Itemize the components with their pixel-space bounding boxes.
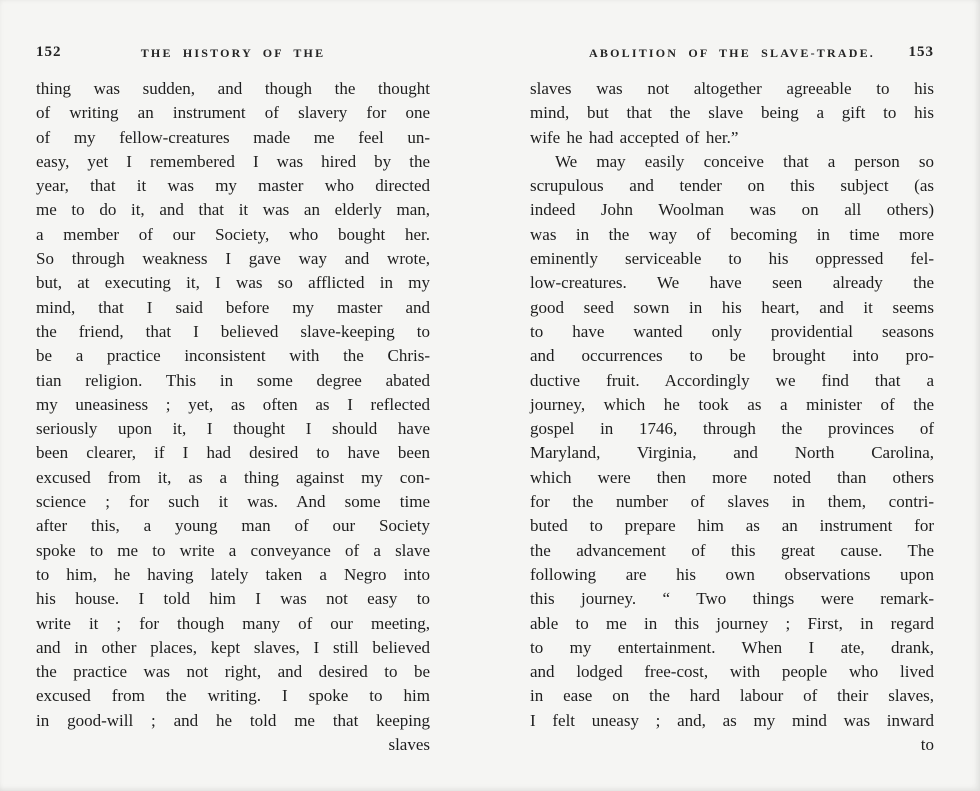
text-line: science ; for such it was. And some time	[36, 492, 430, 512]
text-line: gospel in 1746, through the provinces of	[530, 419, 934, 439]
right-page-header	[530, 44, 934, 62]
right-running-title: ABOLITION OF THE SLAVE-TRADE.	[589, 46, 875, 60]
text-line: slaves was not altogether agreeable to his	[530, 79, 934, 98]
text-line: to my entertainment. When I ate, drank,	[530, 637, 934, 657]
text-line: slaves	[388, 735, 430, 755]
left-page-text	[36, 77, 430, 757]
text-line: good seed sown in his heart, and it seems	[530, 297, 934, 317]
text-line: low-creatures. We have seen already the	[530, 273, 934, 293]
text-line: and lodged free-cost, with people who lived	[530, 662, 934, 682]
text-line: year, that it was my master who directed	[36, 176, 430, 196]
text-line: following are his own observations upon	[530, 564, 934, 584]
text-line: thing was sudden, and though the thought	[36, 79, 430, 98]
text-line: and occurrences to be brought into pro-	[530, 346, 934, 366]
text-line: his house. I told him I was not easy to	[36, 589, 430, 609]
text-line: I felt uneasy ; and, as my mind was inward	[530, 710, 934, 730]
text-line: mind, that I said before my master and	[36, 297, 430, 317]
text-line: to	[920, 735, 934, 755]
text-line: seriously upon it, I thought I should have	[36, 419, 430, 439]
right-page-number: 153	[908, 44, 934, 60]
text-line: to have wanted only providential seasons	[530, 321, 934, 341]
text-line: was in the way of becoming in time more	[530, 224, 934, 244]
left-running-title: THE HISTORY OF THE	[140, 46, 326, 60]
text-line: been clearer, if I had desired to have been	[36, 443, 430, 463]
text-line: the practice was not right, and desired to be	[36, 662, 430, 682]
text-line: in good-will ; and he told me that keeping	[36, 710, 430, 730]
text-line: this journey. “ Two things were remark-	[530, 589, 934, 609]
left-page-column	[36, 0, 430, 757]
text-line: and in other places, kept slaves, I still believed	[36, 637, 430, 657]
text-line: Maryland, Virginia, and North Carolina,	[530, 443, 934, 463]
text-line: journey, which he took as a minister of the	[530, 394, 934, 414]
text-line: So through weakness I gave way and wrote,	[36, 249, 430, 269]
text-line: for the number of slaves in them, contri-	[530, 492, 934, 512]
text-line: indeed John Woolman was on all others)	[530, 200, 934, 220]
text-line: but, at executing it, I was so afflicted in my	[36, 273, 430, 293]
text-line: a member of our Society, who bought her.	[36, 224, 430, 244]
text-line: wife he had accepted of her.”	[530, 127, 739, 147]
text-line: scrupulous and tender on this subject (as	[530, 176, 934, 196]
text-line: after this, a young man of our Society	[36, 516, 430, 536]
text-line: ductive fruit. Accordingly we find that a	[530, 370, 934, 390]
text-line: We may easily conceive that a person so	[555, 151, 934, 171]
text-line: me to do it, and that it was an elderly man,	[36, 200, 430, 220]
text-line: write it ; for though many of our meeting,	[36, 613, 430, 633]
right-page-text	[530, 77, 934, 757]
text-line: spoke to me to write a conveyance of a slave	[36, 540, 430, 560]
text-line: in ease on the hard labour of their slaves,	[530, 686, 934, 706]
right-page	[490, 0, 980, 791]
text-line: mind, but that the slave being a gift to his	[530, 103, 934, 123]
text-line: of my fellow-creatures made me feel un-	[36, 127, 430, 147]
text-line: of writing an instrument of slavery for one	[36, 103, 430, 123]
text-line: able to me in this journey ; First, in regard	[530, 613, 934, 633]
text-line: be a practice inconsistent with the Chris-	[36, 346, 430, 366]
text-line: eminently serviceable to his oppressed fel-	[530, 249, 934, 269]
text-line: my uneasiness ; yet, as often as I reflected	[36, 394, 430, 414]
text-line: easy, yet I remembered I was hired by the	[36, 151, 430, 171]
text-line: the advancement of this great cause. The	[530, 540, 934, 560]
left-page-header	[36, 44, 430, 62]
left-page-number: 152	[36, 44, 62, 60]
text-line: which were then more noted than others	[530, 467, 934, 487]
text-line: to him, he having lately taken a Negro into	[36, 564, 430, 584]
text-line: tian religion. This in some degree abated	[36, 370, 430, 390]
text-line: buted to prepare him as an instrument for	[530, 516, 934, 536]
text-line: excused from it, as a thing against my con-	[36, 467, 430, 487]
text-line: excused from the writing. I spoke to him	[36, 686, 430, 706]
right-page-column	[530, 0, 934, 757]
text-line: the friend, that I believed slave-keeping to	[36, 321, 430, 341]
